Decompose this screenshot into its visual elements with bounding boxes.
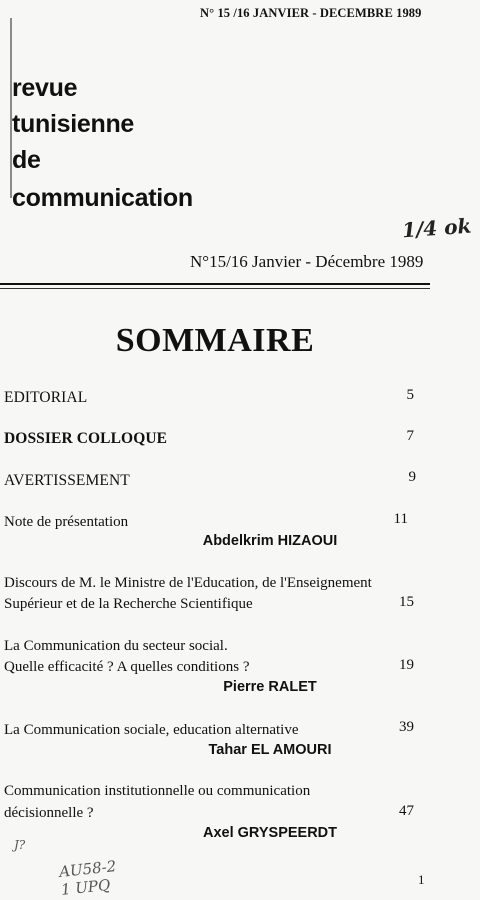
toc-entry-title-line-2: décisionnelle ?	[4, 805, 94, 821]
issue-line: N°15/16 Janvier - Décembre 1989	[190, 252, 424, 271]
toc-entry-title-line-2: Quelle efficacité ? A quelles conditions ?	[4, 659, 250, 675]
toc-entry-author: Axel GRYSPEERDT	[202, 825, 338, 841]
divider-thin	[0, 288, 430, 289]
journal-title-line-4: communication	[12, 184, 193, 212]
journal-title-line-1: revue	[12, 74, 78, 102]
toc-entry-title: AVERTISSEMENT	[4, 472, 130, 489]
toc-entry-page: 39	[399, 719, 414, 735]
toc-entry-author: Abdelkrim HIZAOUI	[202, 533, 338, 549]
toc-heading: SOMMAIRE	[115, 322, 315, 359]
journal-title-line-3: de	[12, 146, 41, 174]
toc-entry-page: 47	[399, 803, 414, 819]
divider-thick	[0, 283, 430, 285]
toc-entry-page: 7	[406, 428, 414, 444]
stamp-handwritten-note	[58, 857, 119, 899]
journal-title-line-2: tunisienne	[12, 110, 135, 138]
toc-entry-author: Pierre RALET	[223, 679, 317, 695]
toc-entry-page: 5	[406, 387, 414, 403]
toc-entry-page: 15	[399, 594, 414, 610]
toc-entry-title-line-1: La Communication du secteur social.	[4, 638, 228, 654]
stamp-note-line-1: AU58-2	[58, 857, 118, 881]
toc-entry-page: 9	[408, 469, 416, 485]
toc-entry-author: Tahar EL AMOURI	[208, 742, 332, 758]
toc-entry-title-line-2: Supérieur et de la Recherche Scientifique	[4, 596, 253, 612]
corner-handwritten-note: J?	[14, 838, 26, 852]
handwritten-note: 1/4 ok	[401, 213, 473, 243]
toc-entry-title: Note de présentation	[4, 514, 129, 530]
toc-entry-title: EDITORIAL	[4, 389, 88, 406]
stamp-note-line-2: 1 UPQ	[60, 875, 112, 899]
toc-entry-title: DOSSIER COLLOQUE	[4, 430, 168, 447]
toc-entry-title-line-1: Discours de M. le Ministre de l'Education, de l'Enseignement	[4, 575, 372, 591]
toc-entry-title-line-1: Communication institutionnelle ou communication	[4, 783, 311, 799]
toc-entry-title: La Communication sociale, education alternative	[4, 722, 299, 738]
page-number: 1	[418, 872, 425, 887]
toc-entry-page: 11	[393, 511, 408, 527]
top-issue-line: N° 15 /16 JANVIER - DECEMBRE 1989	[200, 6, 422, 20]
toc-entry-page: 19	[399, 657, 414, 673]
